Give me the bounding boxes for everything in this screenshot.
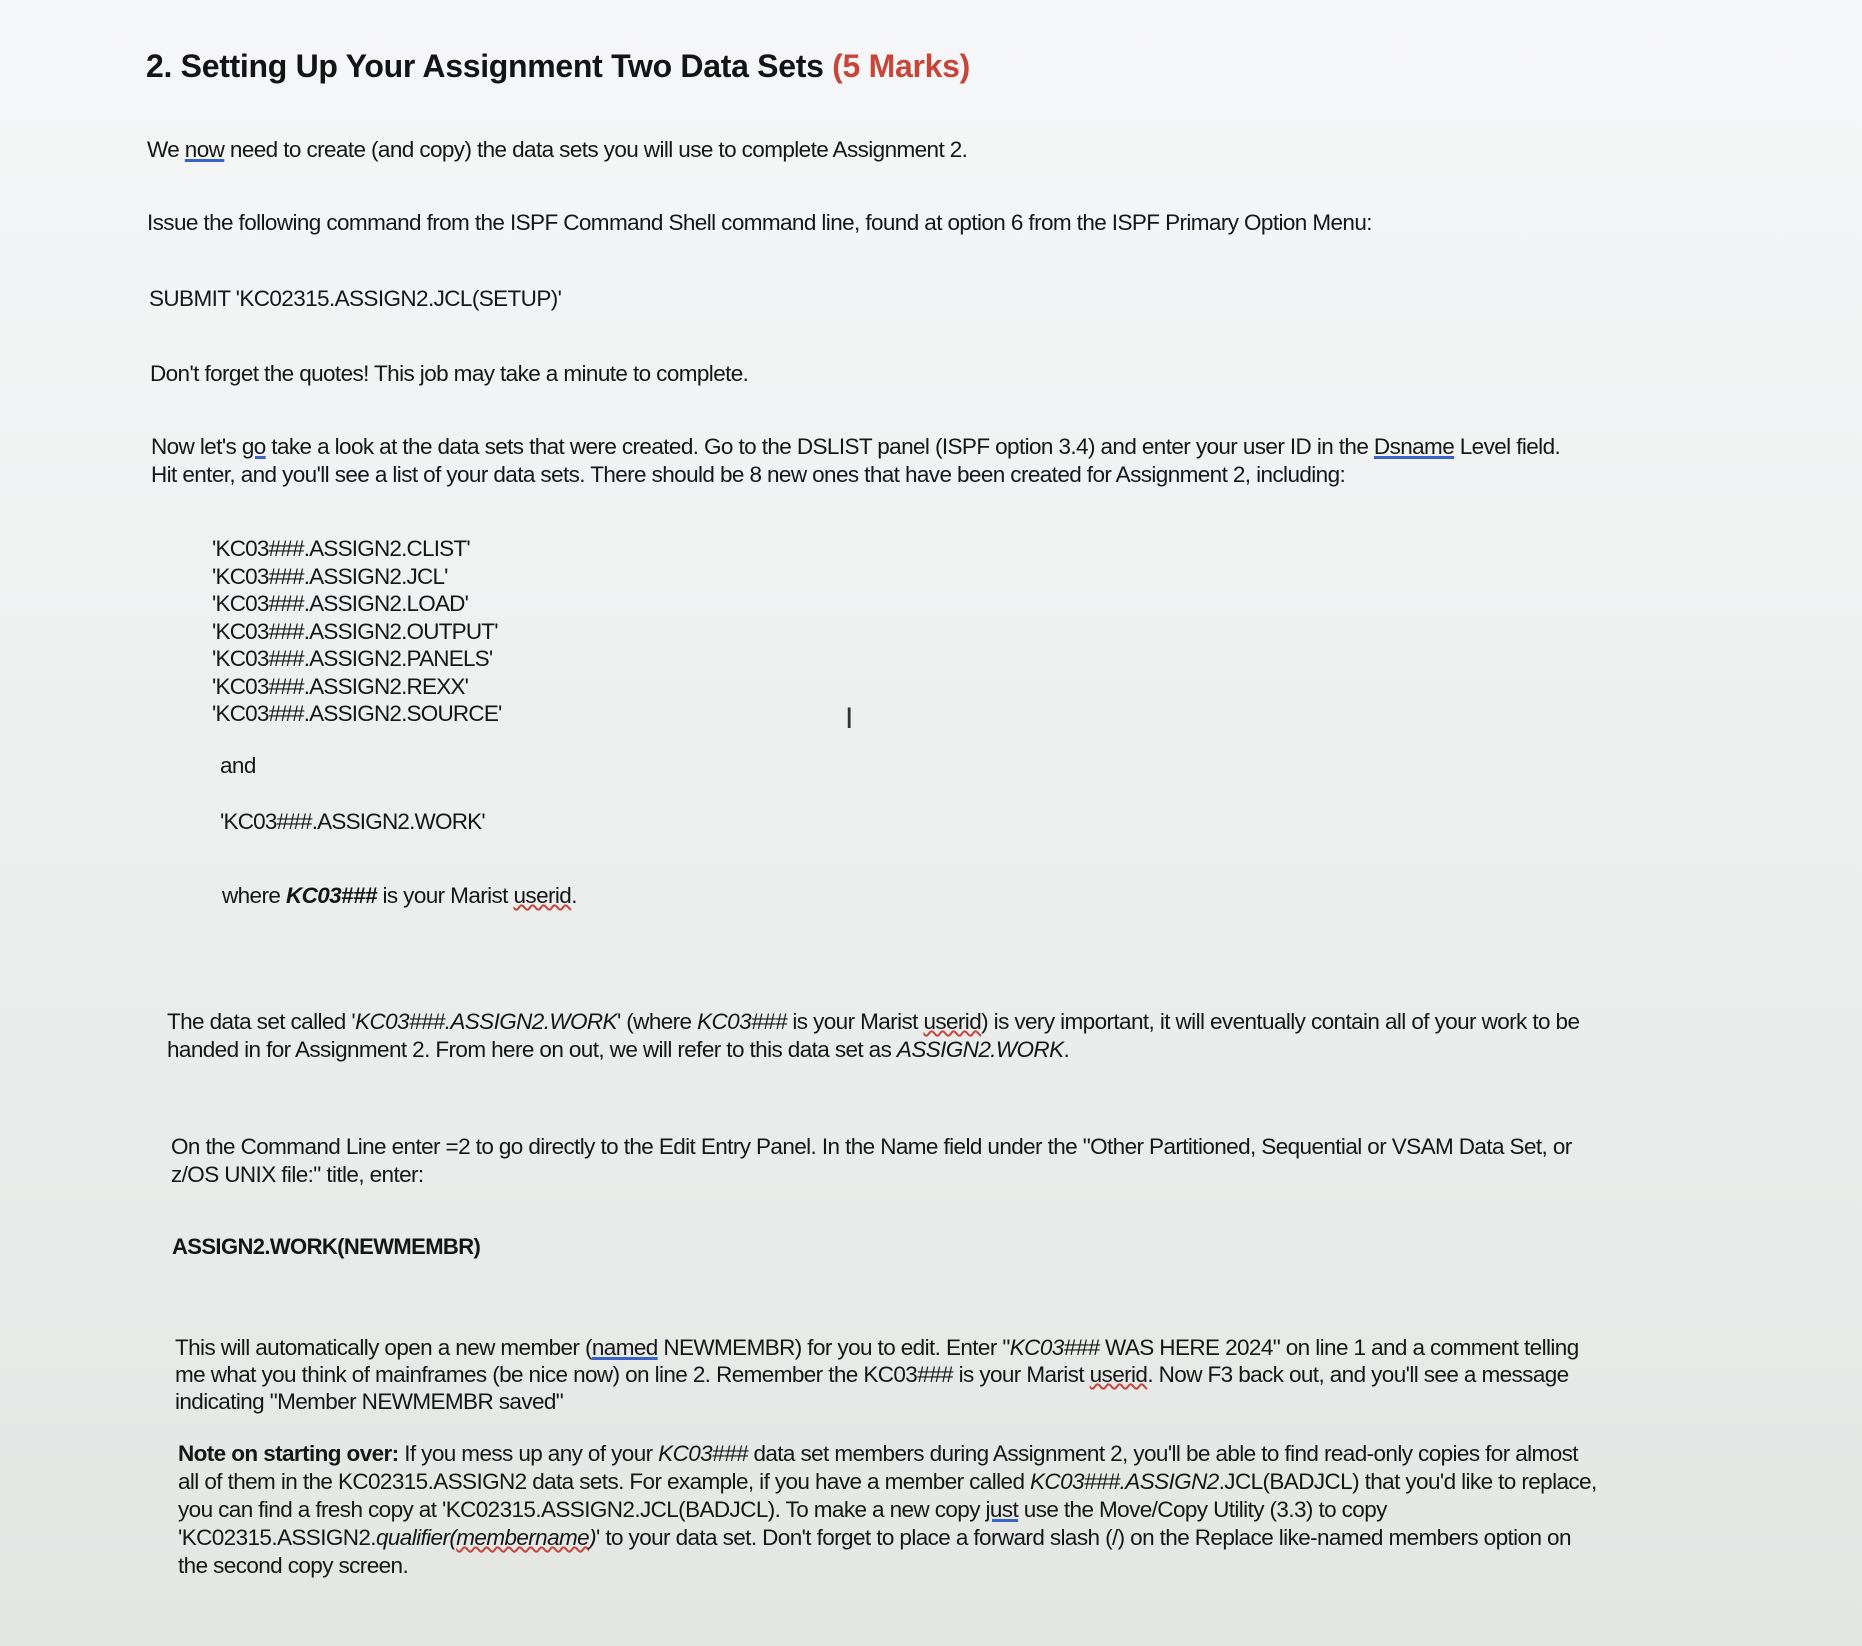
newmember-command: ASSIGN2.WORK(NEWMEMBR) [172,1234,481,1259]
paragraph-edit-entry: On the Command Line enter =2 to go directly to the Edit Entry Panel. In the Name field under the "Other Partitioned, Sequential or VSAM Data Set, or z/OS UNIX file:" title, enter: [171,1134,1572,1187]
dataset-list [212,535,502,728]
submit-command: SUBMIT 'KC02315.ASSIGN2.JCL(SETUP)' [149,286,562,311]
paragraph-new-member: This will automatically open a new member (named NEWMEMBR) for you to edit. Enter "KC03### WAS HERE 2024" on line 1 and a comment telling me what you think of mainframes (be nice now) on line 2. Remember the KC03### is your Marist userid. Now F3 back out, and you'll see a message indicating "Member NEWMEMBR saved" [175,1335,1579,1414]
dslist-line-1: Now let's go take a look at the data sets that were created. Go to the DSLIST panel (ISPF option 3.4) and enter your user ID in the Dsname Level field. [151,434,1561,459]
dataset-item: 'KC03###.ASSIGN2.JCL' [212,563,448,589]
dslist-line-2: Hit enter, and you'll see a list of your data sets. There should be 8 new ones that have been created for Assignment 2, including: [151,462,1346,487]
dataset-item: 'KC03###.ASSIGN2.SOURCE' [212,701,502,726]
work-dataset: 'KC03###.ASSIGN2.WORK' [220,809,485,834]
dataset-item: 'KC03###.ASSIGN2.LOAD' [212,591,469,616]
paragraph-issue-command: Issue the following command from the ISPF Command Shell command line, found at option 6 from the ISPF Primary Option Menu: [147,210,1372,235]
and-word: and [220,753,256,778]
dataset-item: 'KC03###.ASSIGN2.PANELS' [212,646,493,671]
paragraph-intro: We now need to create (and copy) the data sets you will use to complete Assignment 2. [147,137,968,162]
dataset-item: 'KC03###.ASSIGN2.REXX' [212,673,469,699]
heading-marks: (5 Marks) [832,48,970,84]
spellcheck-word: now [184,137,225,162]
dataset-item: 'KC03###.ASSIGN2.CLIST' [212,536,470,561]
userid-note: where KC03### is your Marist userid. [222,883,577,908]
paragraph-work-dataset: The data set called 'KC03###.ASSIGN2.WORK' (where KC03### is your Marist userid) is very important, it will eventually contain all of your work to be handed in for Assignment 2. From here on out, we will refer to this data set as ASSIGN2.WORK. [167,1009,1580,1062]
paragraph-dslist [151,433,1560,489]
dataset-item: 'KC03###.ASSIGN2.OUTPUT' [212,618,498,644]
section-heading [146,48,970,85]
heading-text: 2. Setting Up Your Assignment Two Data Sets [146,48,833,84]
paragraph-quotes-note: Don't forget the quotes! This job may take a minute to complete. [150,361,749,386]
paragraph-starting-over: Note on starting over: If you mess up any of your KC03### data set members during Assignment 2, you'll be able to find read-only copies for almost all of them in the KC02315.ASSIGN2 data sets. For example, if you have a member called KC03###.ASSIGN2.JCL(BADJCL) that you'd like to replace, you can find a fresh copy at 'KC02315.ASSIGN2.JCL(BADJCL). To make a new copy just use the Move/Copy Utility (3.3) to copy 'KC02315.ASSIGN2.qualifier(membername)' to your data set. Don't forget to place a forward slash (/) on the Replace like-named members option on the second copy screen. [178,1441,1597,1578]
text-cursor-icon: I [845,702,854,735]
